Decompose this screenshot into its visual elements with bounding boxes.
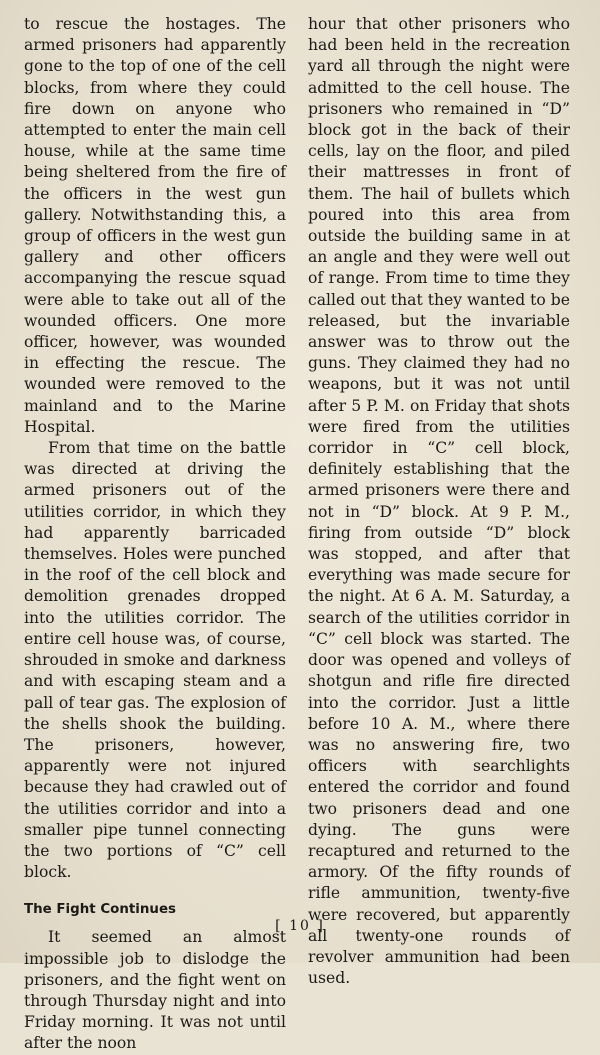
section-heading: The Fight Continues bbox=[24, 902, 176, 918]
paragraph: From that time on the battle was directed at driving the armed prisoners out of the utilities corridor, in which they had apparently barricaded themselves. Holes were punched in the roof of the cell block and demolition grenades dropped into the utilities corridor. The entire cell house was, of course, shrouded in smoke and darkness and with escaping steam and a pall of tear gas. The explosion of the shells shook the building. The prisoners, however, apparently were not injured because they had crawled out of the utilities corridor and into a smaller pipe tunnel connecting the two portions of “C” cell block. bbox=[24, 439, 286, 882]
paragraph: It seemed an almost impossible job to dislodge the prisoners, and the fight went on through Thursday night and into Friday morning. It was not until after the noon bbox=[24, 928, 286, 1053]
paragraph: to rescue the hostages. The armed prisoners had apparently gone to the top of one of the cell blocks, from where they could fire down on anyone who attempted to enter the main cell house, while at the same time being sheltered from the fire of the officers in the west gun gallery. Notwithstanding this, a group of officers in the west gun gallery and other officers accompanying the rescue squad were able to take out all of the wounded officers. One more officer, however, was wounded in effecting the rescue. The wounded were removed to the mainland and to the Marine Hospital. bbox=[24, 15, 286, 436]
paragraph: hour that other prisoners who had been held in the recreation yard all through the night were admitted to the cell house. The prisoners who remained in “D” block got in the back of their cells, lay on the floor, and piled their mattresses in front of them. The hail of bullets which poured into this area from outside the building same in at an angle and they were well out of range. From time to time they called out that they wanted to be released, but the invariable answer was to throw out the guns. They claimed they had no weapons, but it was not until after 5 P. M. on Friday that shots were fired from the utilities corridor in “C” cell block, definitely establishing that the armed prisoners were there and not in “D” block. At 9 P. M., firing from outside “D” block was stopped, and after that everything was made secure for the night. At 6 A. M. Saturday, a search of the utilities corridor in “C” cell block was started. The door was opened and volleys of shotgun and rifle fire directed into the corridor. Just a little before 10 A. M., where there was no answering fire, two officers with searchlights entered the corridor and found two prisoners dead and one dying. The guns were recaptured and returned to the armory. Of the fifty rounds of rifle ammunition, twenty-five were recovered, but apparently all twenty-one rounds of revolver ammunition had been used. bbox=[308, 15, 570, 988]
page-number: [ 10 ] bbox=[275, 918, 325, 934]
right-column bbox=[308, 14, 570, 989]
left-column bbox=[24, 14, 286, 1055]
